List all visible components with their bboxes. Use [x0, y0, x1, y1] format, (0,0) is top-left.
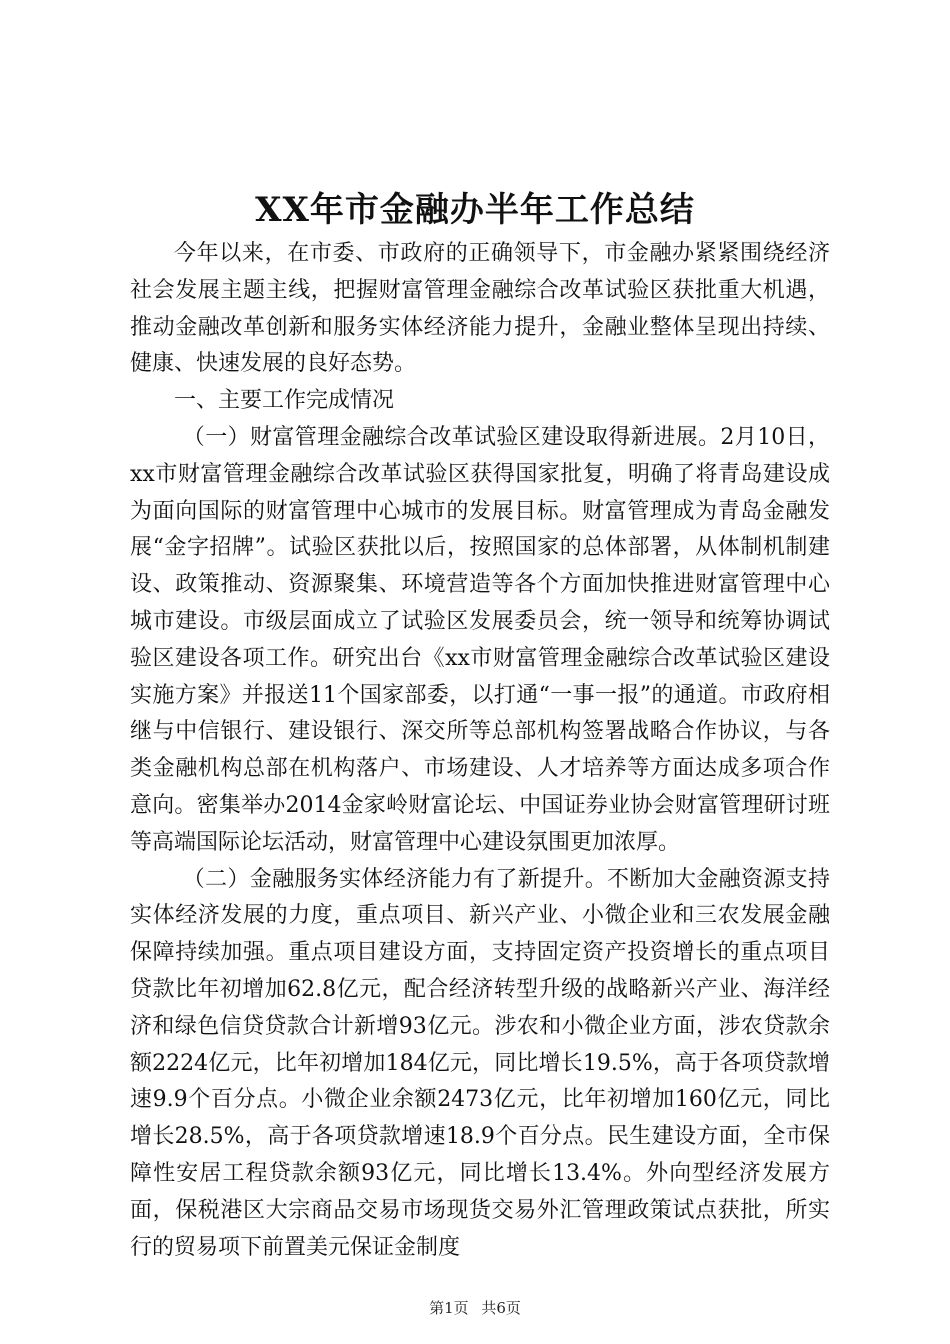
page-number: 第1页	[429, 1299, 469, 1317]
page-total: 共6页	[481, 1299, 521, 1317]
page-footer	[0, 1297, 950, 1319]
section-heading: 一、主要工作完成情况	[174, 388, 395, 414]
document-body	[130, 236, 830, 1266]
subsection-2-paragraph: （二）金融服务实体经济能力有了新提升。不断加大金融资源支持实体经济发展的力度，重点项目、新兴产业、小微企业和三农发展金融保障持续加强。重点项目建设方面，支持固定资产投资增长的重点项目贷款比年初增加62.8亿元，配合经济转型升级的战略新兴产业、海洋经济和绿色信贷贷款合计新增93亿元。涉农和小微企业方面，涉农贷款余额2224亿元，比年初增加184亿元，同比增长19.5%，高于各项贷款增速9.9个百分点。小微企业余额2473亿元，比年初增加160亿元，同比增长28.5%，高于各项贷款增速18.9个百分点。民生建设方面，全市保障性安居工程贷款余额93亿元，同比增长13.4%。外向型经济发展方面，保税港区大宗商品交易市场现货交易外汇管理政策试点获批，所实行的贸易项下前置美元保证金制度	[130, 866, 830, 1260]
subsection-1-paragraph: （一）财富管理金融综合改革试验区建设取得新进展。2月10日，xx市财富管理金融综合改革试验区获得国家批复，明确了将青岛建设成为面向国际的财富管理中心城市的发展目标。财富管理成为青岛金融发展“金字招牌”。试验区获批以后，按照国家的总体部署，从体制机制建设、政策推动、资源聚集、环境营造等各个方面加快推进财富管理中心城市建设。市级层面成立了试验区发展委员会，统一领导和统筹协调试验区建设各项工作。研究出台《xx市财富管理金融综合改革试验区建设实施方案》并报送11个国家部委，以打通“一事一报”的通道。市政府相继与中信银行、建设银行、深交所等总部机构签署战略合作协议，与各类金融机构总部在机构落户、市场建设、人才培养等方面达成多项合作意向。密集举办2014金家岭财富论坛、中国证券业协会财富管理研讨班等高端国际论坛活动，财富管理中心建设氛围更加浓厚。	[130, 424, 830, 855]
intro-paragraph: 今年以来，在市委、市政府的正确领导下，市金融办紧紧围绕经济社会发展主题主线，把握财富管理金融综合改革试验区获批重大机遇，推动金融改革创新和服务实体经济能力提升，金融业整体呈现出持续、健康、快速发展的良好态势。	[130, 241, 830, 377]
document-title: XX年市金融办半年工作总结	[255, 190, 695, 230]
